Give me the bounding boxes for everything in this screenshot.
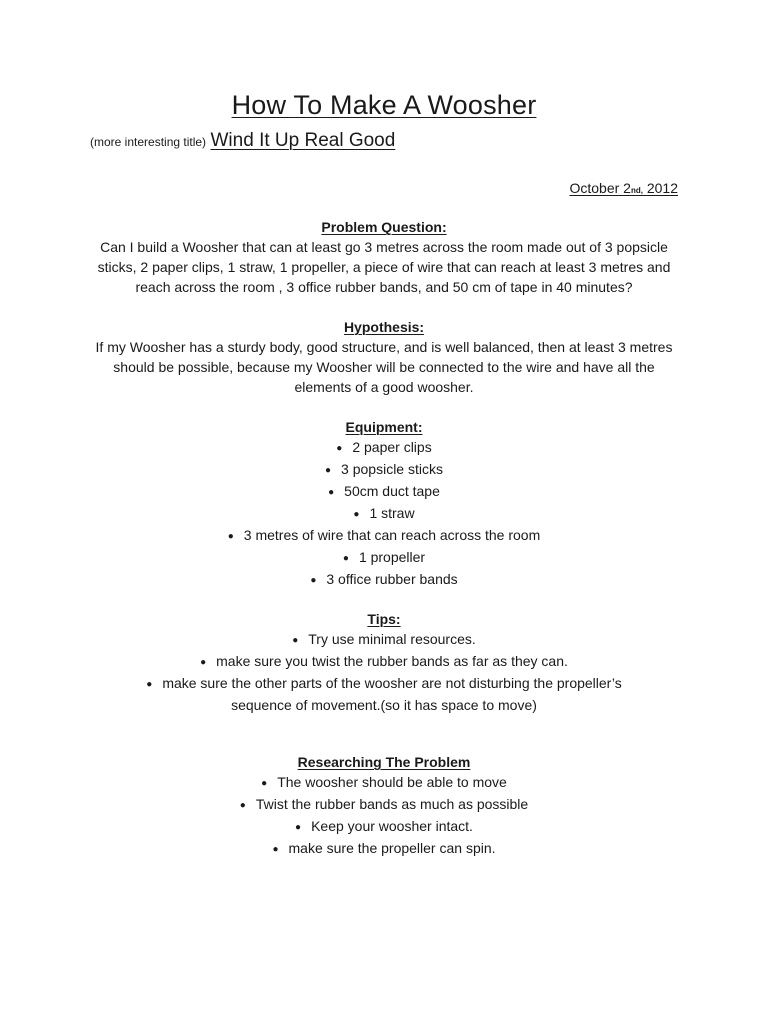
equipment-list [80,437,688,591]
list-item: ● The woosher should be able to move [80,772,688,794]
date-year: 2012 [646,180,678,196]
list-item: ● make sure you twist the rubber bands as far as they can. [80,651,688,673]
document-date [569,180,678,196]
list-item: ● 1 propeller [80,547,688,569]
research-list [80,772,688,860]
problem-text: Can I build a Woosher that can at least go 3 metres across the room made out of 3 popsicle sticks, 2 paper clips, 1 straw, 1 propeller, a piece of wire that can reach at least 3 metres and reach across the room , 3 office rubber bands, and 50 cm of tape in 40 minutes? [97,239,671,295]
bullet-icon: ● [239,800,246,811]
bullet-icon: ● [310,575,317,586]
equipment-section [80,417,688,591]
subtitle-row [90,130,395,152]
list-item: ● make sure the other parts of the woosher are not disturbing the propeller’s sequence of movement.(so it has space to move) [146,675,622,713]
problem-section [80,217,688,297]
list-item: ● Try use minimal resources. [80,629,688,651]
list-item: ● 3 office rubber bands [80,569,688,591]
hypothesis-heading: Hypothesis: [343,319,425,335]
list-item: ● Twist the rubber bands as much as possible [80,794,688,816]
tips-heading: Tips: [367,611,401,627]
list-item: ● 3 metres of wire that can reach across the room [80,525,688,547]
document-title: How To Make A Woosher [231,90,537,120]
document-body [80,217,688,880]
bullet-icon: ● [342,553,349,564]
bullet-icon: ● [325,465,332,476]
subtitle-note: (more interesting title) [90,135,207,149]
bullet-icon: ● [227,531,234,542]
bullet-icon: ● [336,443,343,454]
list-item: ● 50cm duct tape [80,481,688,503]
tips-list [80,629,688,715]
bullet-icon: ● [200,657,207,668]
bullet-icon: ● [272,844,279,855]
list-item: ● 3 popsicle sticks [80,459,688,481]
list-item: ● 1 straw [80,503,688,525]
tips-section [80,609,688,715]
bullet-icon: ● [261,778,268,789]
bullet-icon: ● [353,509,360,520]
list-item: ● 2 paper clips [80,437,688,459]
research-heading: Researching The Problem [297,754,471,770]
research-section [80,752,688,860]
hypothesis-text: If my Woosher has a sturdy body, good structure, and is well balanced, then at least 3 metres should be possible, because my Woosher will be connected to the wire and have all the elements of a good woosher. [95,339,673,395]
bullet-icon: ● [292,635,299,646]
date-ordinal: nd, [630,186,643,195]
equipment-heading: Equipment: [345,419,423,435]
problem-heading: Problem Question: [321,219,447,235]
list-item: ● Keep your woosher intact. [80,816,688,838]
hypothesis-section [80,317,688,397]
list-item: ● make sure the propeller can spin. [80,838,688,860]
date-month-day: October 2 [569,180,631,196]
bullet-icon: ● [328,487,335,498]
bullet-icon: ● [295,822,302,833]
subtitle: Wind It Up Real Good [210,130,396,151]
bullet-icon: ● [146,679,153,690]
